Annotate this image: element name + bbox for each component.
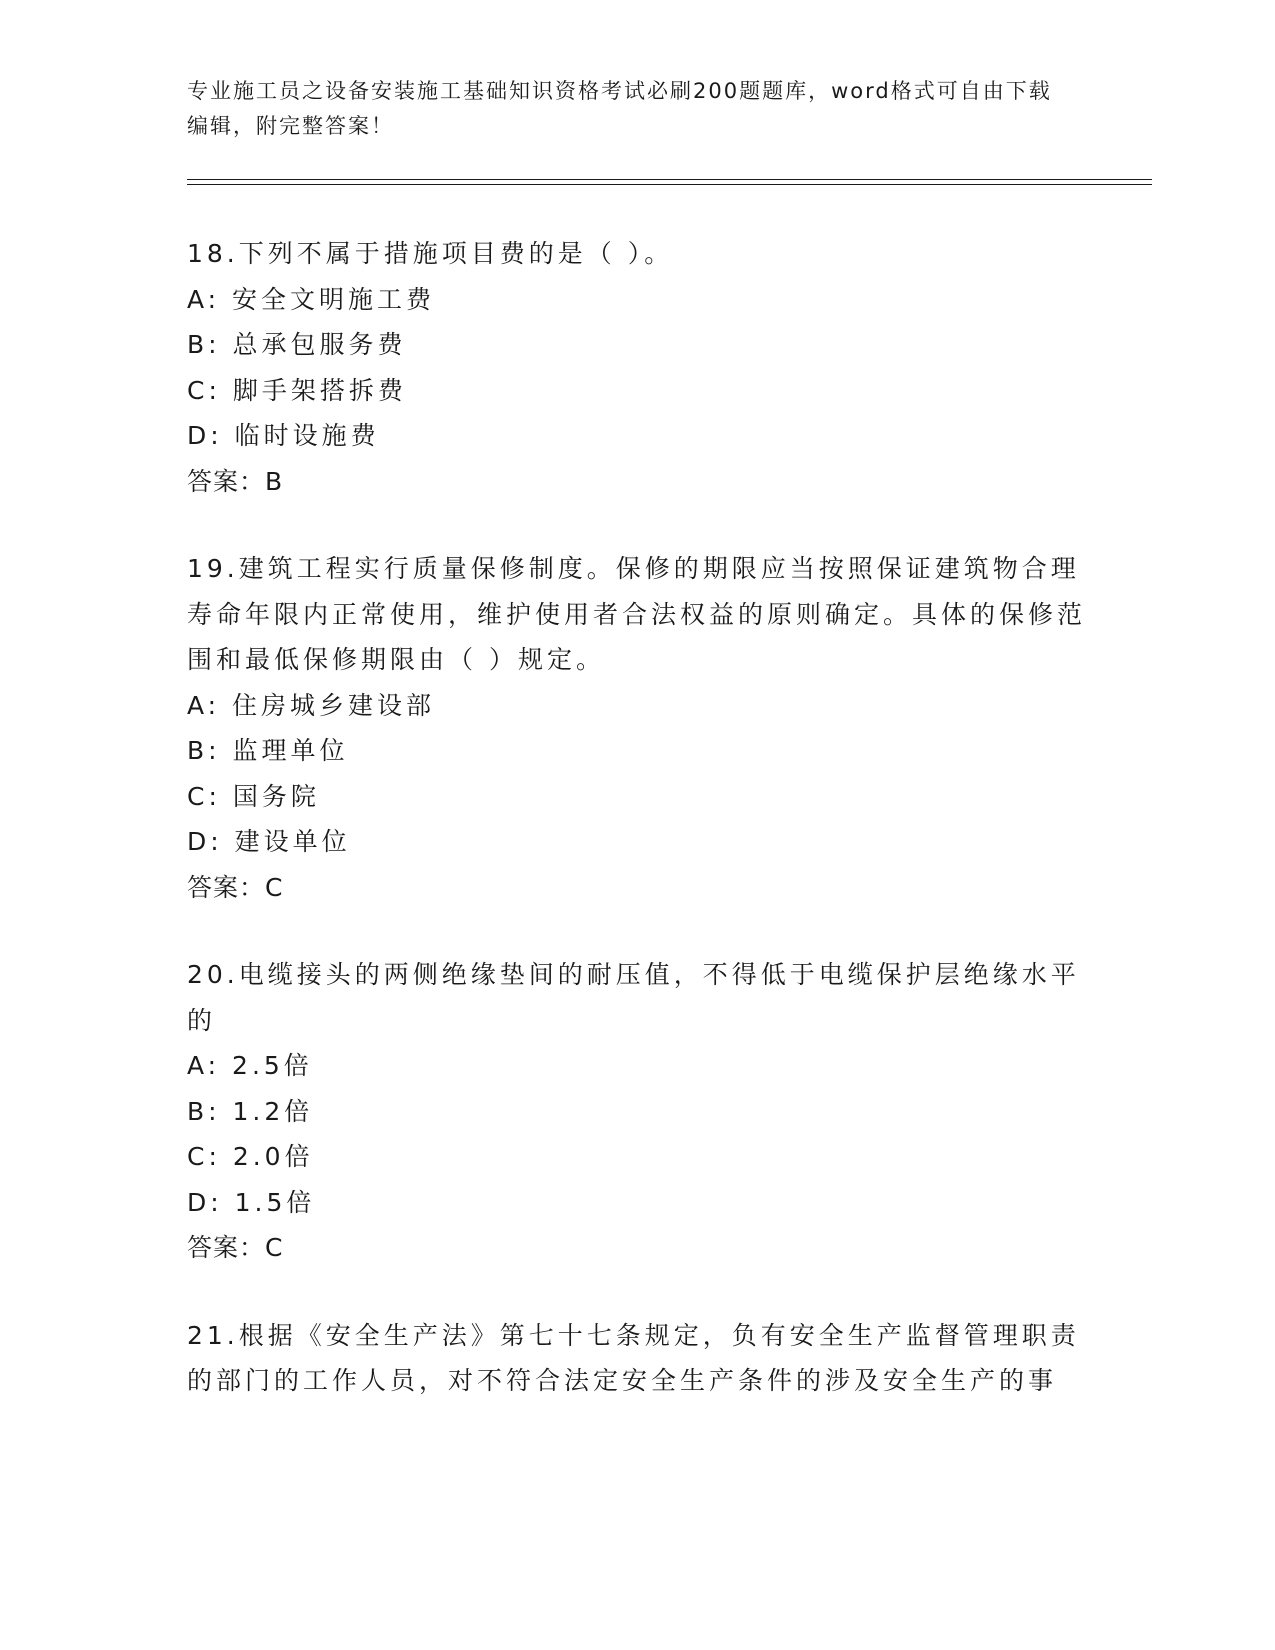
option-a: A: 住房城乡建设部 [187,690,436,720]
option-d: D: 临时设施费 [187,421,380,450]
answer: 答案：B [187,466,284,496]
option-a: A: 安全文明施工费 [187,284,436,314]
option-b: B: 监理单位 [187,736,349,765]
question-19 [187,546,1087,910]
option-b: B: 总承包服务费 [187,330,407,359]
option-b: B: 1.2倍 [187,1096,314,1126]
option-d: D: 建设单位 [187,827,351,856]
option-a: A: 2.5倍 [187,1051,313,1080]
answer: 答案：C [187,1233,284,1262]
option-c: C: 国务院 [187,781,320,811]
option-d: D: 1.5倍 [187,1187,316,1217]
question-18 [187,231,1087,504]
question-list [187,231,1087,1446]
document-header: 专业施工员之设备安装施工基础知识资格考试必刷200题题库，word格式可自由下载编辑，附完整答案！ [187,79,1052,138]
question-stem: 21.根据《安全生产法》第七十七条规定，负有安全生产监督管理职责的部门的工作人员，对不符合法定安全生产条件的涉及安全生产的事 [187,1320,1080,1395]
question-stem: 18.下列不属于措施项目费的是（ ）。 [187,239,674,268]
question-stem: 20.电缆接头的两侧绝缘垫间的耐压值，不得低于电缆保护层绝缘水平的 [187,960,1080,1035]
answer: 答案：C [187,872,284,902]
question-stem: 19.建筑工程实行质量保修制度。保修的期限应当按照保证建筑物合理寿命年限内正常使用，维护使用者合法权益的原则确定。具体的保修范围和最低保修期限由（ ）规定。 [187,554,1087,674]
question-21 [187,1313,1087,1404]
question-20 [187,952,1087,1271]
option-c: C: 2.0倍 [187,1142,314,1171]
option-c: C: 脚手架搭拆费 [187,375,407,405]
header-divider-bottom [187,184,1152,185]
header-divider-top [187,179,1152,180]
